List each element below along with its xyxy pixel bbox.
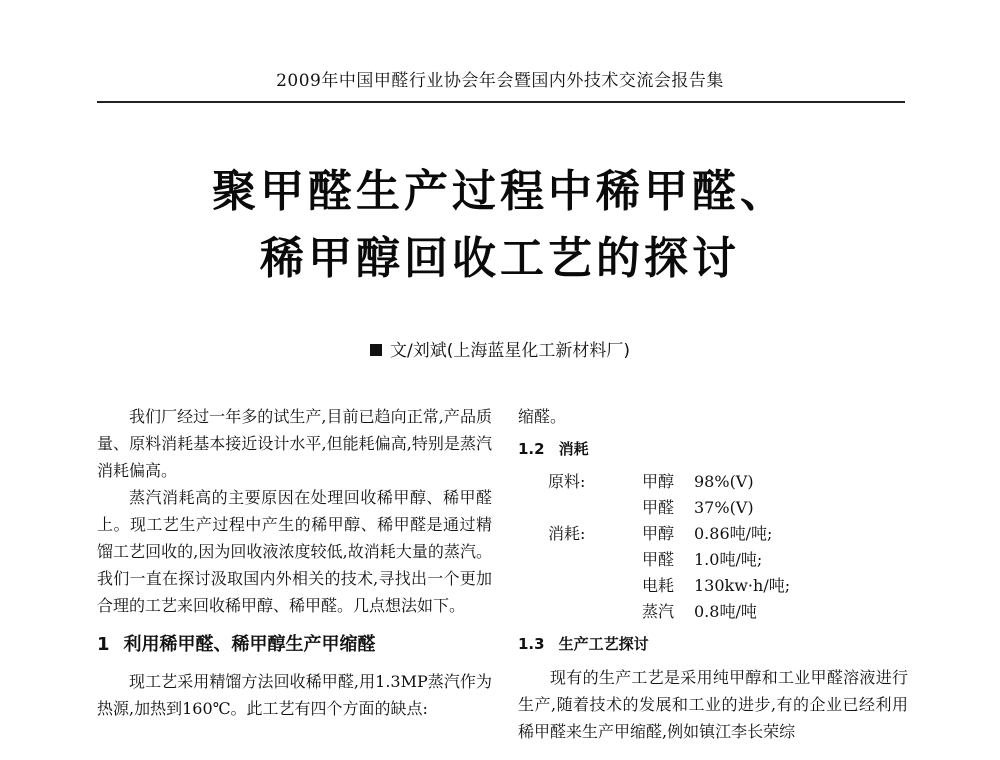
materials-value: 1.0吨/吨; <box>694 550 763 569</box>
materials-item: 甲醇 <box>642 524 675 543</box>
materials-row <box>518 469 908 495</box>
materials-label <box>518 599 642 625</box>
article-title-line-2: 稀甲醇回收工艺的探讨 <box>260 233 740 284</box>
materials-item: 甲醛 <box>642 550 675 569</box>
section-1-2-title: 消耗 <box>558 440 589 458</box>
paragraph-3: 现工艺采用精馏方法回收稀甲醛,用1.3MP蒸汽作为热源,加热到160℃。此工艺有四个方面的缺点: <box>97 672 492 718</box>
section-1-2-heading <box>518 436 908 463</box>
materials-value: 130kw·h/吨; <box>694 576 791 595</box>
section-1-number: 1 <box>97 634 110 655</box>
materials-item: 电耗 <box>642 576 675 595</box>
black-square-icon <box>370 344 382 356</box>
materials-item: 甲醇 <box>642 472 675 491</box>
materials-label <box>518 495 642 521</box>
continued-text: 缩醛。 <box>518 407 567 426</box>
materials-label <box>518 573 642 599</box>
section-1-title: 利用稀甲醛、稀甲醇生产甲缩醛 <box>123 634 376 655</box>
section-1-3-title: 生产工艺探讨 <box>558 635 649 653</box>
materials-value: 37%(V) <box>694 498 754 517</box>
left-column <box>97 403 492 722</box>
materials-list <box>518 469 908 625</box>
materials-row <box>518 521 908 547</box>
header-rule <box>97 101 905 103</box>
materials-value: 0.86吨/吨; <box>694 524 773 543</box>
section-1-3-number: 1.3 <box>518 635 545 653</box>
article-title-line-1: 聚甲醛生产过程中稀甲醛、 <box>212 166 788 217</box>
materials-row <box>518 495 908 521</box>
materials-row <box>518 599 908 625</box>
materials-item: 甲醛 <box>642 498 675 517</box>
running-header: 2009年中国甲醛行业协会年会暨国内外技术交流会报告集 <box>276 71 724 91</box>
paragraph-1: 我们厂经过一年多的试生产,目前已趋向正常,产品质量、原料消耗基本接近设计水平,但能耗偏高,特别是蒸汽消耗偏高。 <box>97 407 492 480</box>
materials-row <box>518 547 908 573</box>
paragraph-4: 现有的生产工艺是采用纯甲醇和工业甲醛溶液进行生产,随着技术的发展和工业的进步,有的企业已经利用稀甲醛来生产甲缩醛,例如镇江李长荣综 <box>518 668 908 741</box>
section-1-heading <box>97 631 492 658</box>
section-1-3-heading <box>518 631 908 658</box>
materials-value: 0.8吨/吨 <box>694 602 757 621</box>
materials-item: 蒸汽 <box>642 602 675 621</box>
section-1-2-number: 1.2 <box>518 440 545 458</box>
materials-label: 消耗: <box>548 524 586 543</box>
byline <box>0 336 1000 361</box>
materials-row <box>518 573 908 599</box>
materials-label: 原料: <box>548 472 586 491</box>
materials-value: 98%(V) <box>694 472 754 491</box>
byline-text: 文/刘斌(上海蓝星化工新材料厂) <box>390 341 630 361</box>
right-column <box>518 403 908 745</box>
materials-label <box>518 547 642 573</box>
paragraph-2: 蒸汽消耗高的主要原因在处理回收稀甲醇、稀甲醛上。现工艺生产过程中产生的稀甲醇、稀甲醛是通过精馏工艺回收的,因为回收液浓度较低,故消耗大量的蒸汽。我们一直在探讨汲取国内外相关的技术,寻找出一个更加合理的工艺来回收稀甲醇、稀甲醛。几点想法如下。 <box>97 488 492 615</box>
